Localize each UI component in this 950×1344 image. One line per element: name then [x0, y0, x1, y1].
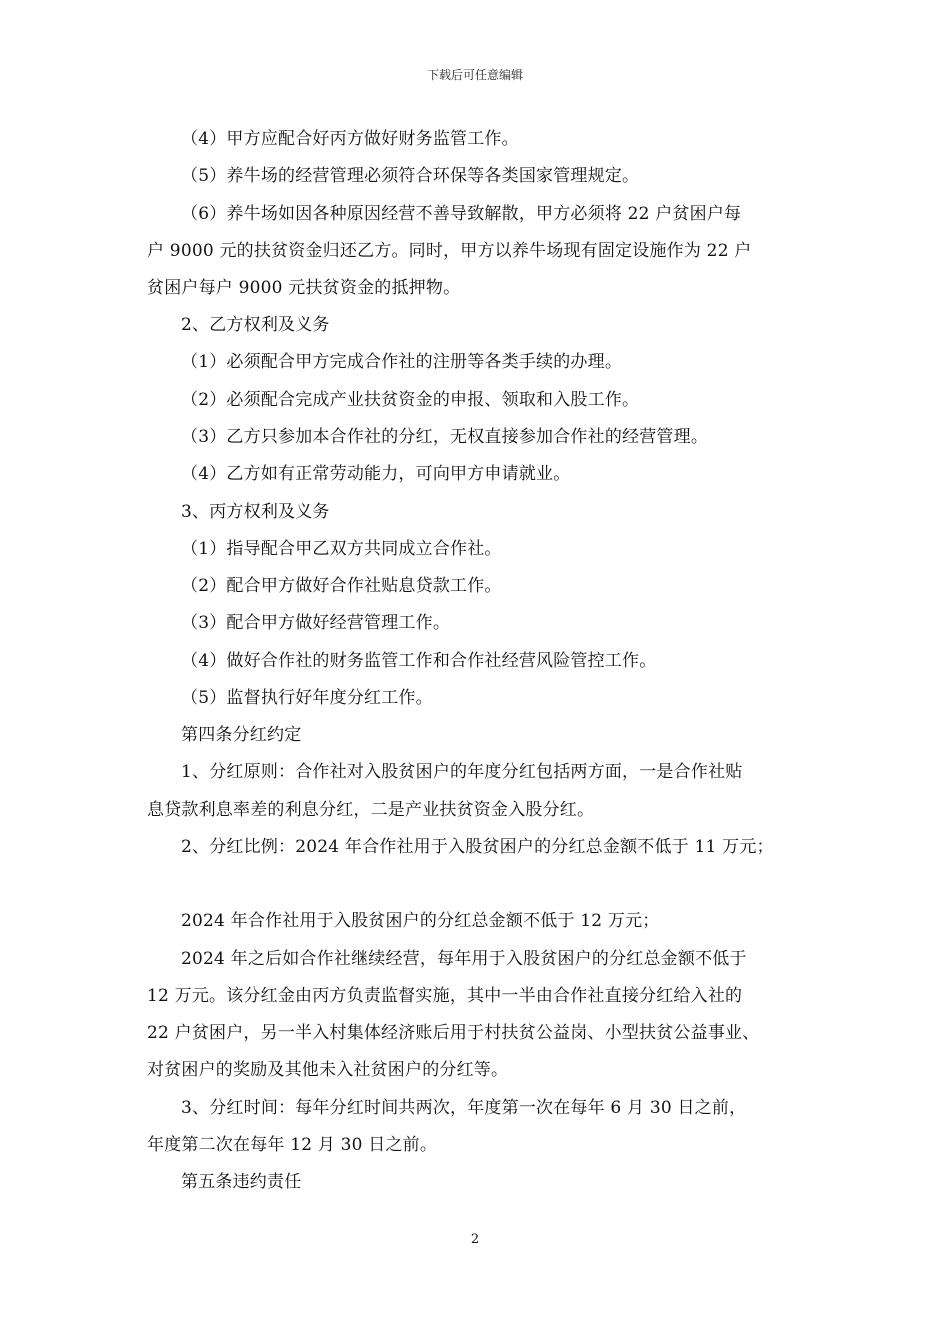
text-line: （1）指导配合甲乙双方共同成立合作社。 — [181, 539, 502, 559]
section-heading: 2、乙方权利及义务 — [181, 315, 330, 335]
text-line: 息贷款利息率差的利息分红，二是产业扶贫资金入股分红。 — [147, 800, 595, 820]
text-line: （2）配合甲方做好合作社贴息贷款工作。 — [181, 576, 502, 596]
text-line: （4）甲方应配合好丙方做好财务监管工作。 — [181, 129, 519, 149]
text-line: （3）乙方只参加本合作社的分红，无权直接参加合作社的经营管理。 — [181, 427, 709, 447]
text-line: 3、分红时间：每年分红时间共两次，年度第一次在每年 6 月 30 日之前， — [181, 1098, 747, 1118]
text-line: 1、分红原则：合作社对入股贫困户的年度分红包括两方面，一是合作社贴 — [181, 762, 743, 782]
text-line: 22 户贫困户，另一半入村集体经济账后用于村扶贫公益岗、小型扶贫公益事业、 — [147, 1023, 760, 1043]
text-line: （1）必须配合甲方完成合作社的注册等各类手续的办理。 — [181, 352, 623, 372]
text-line: （4）乙方如有正常劳动能力，可向甲方申请就业。 — [181, 464, 571, 484]
text-line: （3）配合甲方做好经营管理工作。 — [181, 613, 451, 633]
article-heading: 第四条分红约定 — [181, 725, 302, 745]
text-line: 年度第二次在每年 12 月 30 日之前。 — [147, 1135, 438, 1155]
text-line: 2024 年合作社用于入股贫困户的分红总金额不低于 12 万元； — [181, 911, 660, 931]
text-line: （4）做好合作社的财务监管工作和合作社经营风险管控工作。 — [181, 651, 657, 671]
page-number: 2 — [470, 1232, 480, 1247]
text-line: 2、分红比例：2024 年合作社用于入股贫困户的分红总金额不低于 11 万元； — [181, 837, 774, 857]
section-heading: 3、丙方权利及义务 — [181, 502, 330, 522]
text-line: 2024 年之后如合作社继续经营，每年用于入股贫困户的分红总金额不低于 — [181, 949, 747, 969]
text-line: 户 9000 元的扶贫资金归还乙方。同时，甲方以养牛场现有固定设施作为 22 户 — [147, 241, 752, 261]
text-line: （6）养牛场如因各种原因经营不善导致解散，甲方必须将 22 户贫困户每 — [181, 204, 742, 224]
text-line: （5）监督执行好年度分红工作。 — [181, 688, 433, 708]
page-header: 下载后可任意编辑 — [426, 68, 523, 82]
text-line: 对贫困户的奖励及其他未入社贫困户的分红等。 — [147, 1060, 509, 1080]
text-line: （5）养牛场的经营管理必须符合环保等各类国家管理规定。 — [181, 166, 640, 186]
text-line: 贫困户每户 9000 元扶贫资金的抵押物。 — [147, 278, 461, 298]
article-heading: 第五条违约责任 — [181, 1172, 302, 1192]
text-line: 12 万元。该分红金由丙方负责监督实施，其中一半由合作社直接分红给入社的 — [147, 986, 743, 1006]
text-line: （2）必须配合完成产业扶贫资金的申报、领取和入股工作。 — [181, 390, 640, 410]
